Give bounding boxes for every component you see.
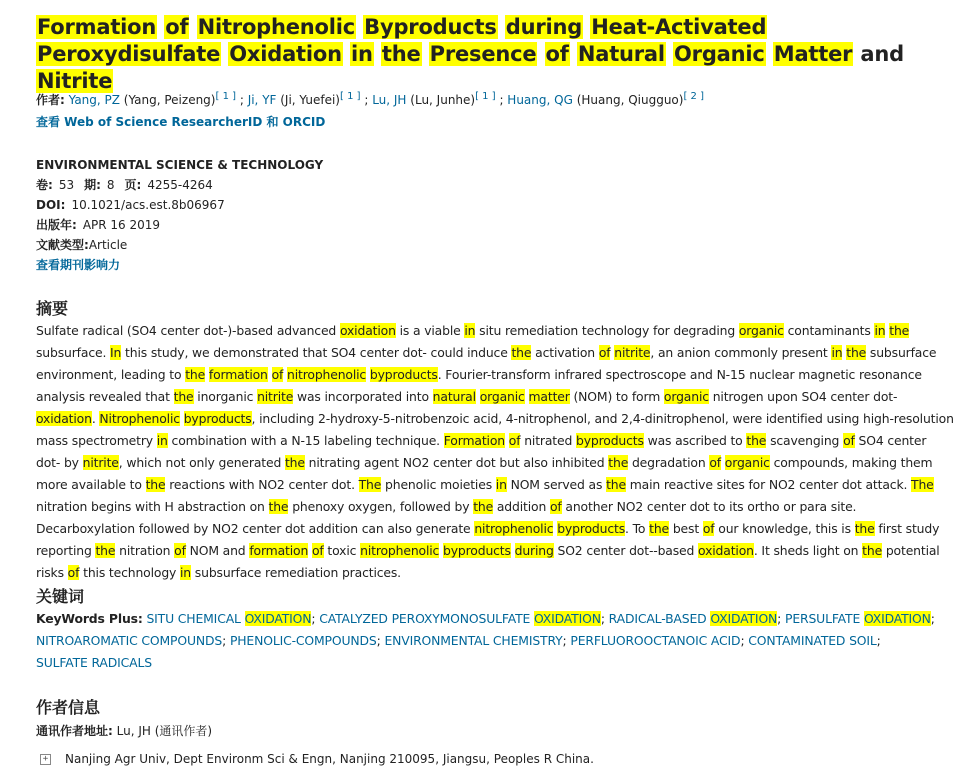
abstract-segment-text: nitration begins with H abstraction on (36, 499, 269, 514)
abstract-segment-highlight: of (311, 543, 324, 558)
pages-label: 页: (124, 178, 142, 192)
keyword-separator: ; (311, 611, 320, 626)
abstract-segment-highlight: oxidation (698, 543, 754, 558)
author-link[interactable]: Ji, YF (247, 93, 277, 107)
abstract-segment-highlight: byproducts (443, 543, 511, 558)
abstract-segment-highlight: organic (738, 323, 784, 338)
abstract-segment-text: nitrated (520, 433, 576, 448)
title-segment-text (570, 42, 577, 66)
abstract-segment-highlight: byproducts (183, 411, 252, 426)
abstract-segment-text: , which not only generated (118, 455, 285, 470)
volume-label: 卷: (36, 178, 53, 192)
keyword-text: PERFLUOROOCTANOIC ACID (570, 633, 741, 648)
abstract-segment-highlight: the (846, 345, 867, 360)
abstract-segment-text: subsurface environment, leading to (36, 345, 937, 382)
abstract-segment-highlight: the (608, 455, 629, 470)
abstract-segment-highlight: oxidation (36, 411, 92, 426)
abstract-heading: 摘要 (36, 299, 69, 318)
keyword-text: CATALYZED PEROXYMONOSULFATE (319, 611, 534, 626)
abstract-segment-highlight: formation (208, 367, 268, 382)
keyword-highlight: OXIDATION (244, 611, 312, 626)
keyword-text: SULFATE RADICALS (36, 655, 152, 670)
abstract-segment-highlight: the (889, 323, 910, 338)
abstract-segment-highlight: of (67, 565, 80, 580)
title-segment-highlight: during (505, 15, 583, 39)
researcher-id-link[interactable]: 查看 Web of Science ResearcherID 和 ORCID (36, 115, 326, 129)
author-link[interactable]: Huang, QG (507, 93, 573, 107)
abstract-segment-text: . It sheds light on (753, 543, 863, 558)
issue-value: 8 (106, 178, 115, 192)
title-segment-highlight: Organic (674, 42, 765, 66)
abstract-segment-text: was ascribed to (643, 433, 747, 448)
journal-name: ENVIRONMENTAL SCIENCE & TECHNOLOGY (36, 158, 324, 172)
abstract-segment-highlight: of (271, 367, 284, 382)
title-segment-highlight: Nitrophenolic (197, 15, 356, 39)
abstract-segment-text: Sulfate radical (SO4 center dot-)-based advanced (36, 323, 340, 338)
doc-type-label: 文献类型: (36, 238, 89, 252)
authors-line (36, 88, 704, 109)
abstract-segment-highlight: In (110, 345, 122, 360)
abstract-segment-text: compounds, making them more available to (36, 455, 933, 492)
title-segment-text (343, 42, 350, 66)
abstract-segment-highlight: natural (432, 389, 476, 404)
article-title (36, 14, 956, 95)
publication-meta (36, 155, 323, 275)
abstract-segment-text: nitration (115, 543, 175, 558)
title-segment-text (422, 42, 429, 66)
abstract-segment-highlight: The (911, 477, 934, 492)
abstract-segment-text: phenolic moieties (381, 477, 496, 492)
keyword-text: PERSULFATE (785, 611, 864, 626)
title-segment-highlight: the (381, 42, 421, 66)
keyword-highlight: OXIDATION (863, 611, 931, 626)
abstract-segment-text: , including 2-hydroxy-5-nitrobenzoic acid, 4-nitrophenol, and 2,4-dinitrophenol, were identified using high-resolution mass spectrometry (36, 411, 954, 448)
abstract-segment-highlight: oxidation (339, 323, 396, 338)
abstract-segment-text: activation (531, 345, 599, 360)
abstract-segment-text: main reactive sites for NO2 center dot attack. (625, 477, 912, 492)
author-info-heading: 作者信息 (36, 698, 101, 717)
corresponding-value: Lu, JH (通讯作者) (116, 724, 213, 738)
title-segment-text (374, 42, 381, 66)
abstract-segment-highlight: the (284, 455, 305, 470)
abstract-segment-highlight: Formation (443, 433, 505, 448)
abstract-segment-highlight: the (473, 499, 494, 514)
keyword-separator: ; (930, 611, 935, 626)
keyword-link[interactable] (36, 633, 222, 648)
keyword-link[interactable] (384, 633, 562, 648)
abstract-segment-text: NOM served as (506, 477, 607, 492)
corresponding-address (36, 721, 212, 741)
keyword-text: PHENOLIC-COMPOUNDS (229, 633, 377, 648)
institution-row (40, 749, 594, 769)
abstract-segment-highlight: the (95, 543, 116, 558)
abstract-segment-highlight: Nitrophenolic (99, 411, 180, 426)
abstract-segment-highlight: during (514, 543, 554, 558)
keyword-link[interactable] (36, 655, 152, 670)
title-segment-highlight: of (545, 42, 569, 66)
author-link[interactable]: Yang, PZ (68, 93, 120, 107)
keyword-link[interactable] (230, 633, 377, 648)
abstract-segment-text: was incorporated into (293, 389, 433, 404)
abstract-segment-text: contaminants (783, 323, 875, 338)
title-segment-highlight: Peroxydisulfate (37, 42, 221, 66)
title-segment-highlight: Byproducts (364, 15, 497, 39)
abstract-segment-highlight: The (358, 477, 382, 492)
abstract-segment-highlight: the (185, 367, 206, 382)
abstract-segment-highlight: of (843, 433, 855, 448)
abstract-segment-highlight: the (862, 543, 883, 558)
abstract-segment-highlight: of (549, 499, 562, 514)
title-segment-highlight: Matter (773, 42, 853, 66)
abstract-segment-highlight: of (174, 543, 186, 558)
abstract-segment-text (268, 367, 272, 382)
abstract-segment-highlight: nitrophenolic (474, 521, 554, 536)
abstract-segment-highlight: in (156, 433, 168, 448)
issue-label: 期: (84, 178, 101, 192)
title-segment-text (537, 42, 544, 66)
abstract-segment-text: subsurface remediation practices. (191, 565, 401, 580)
abstract-segment-text: combination with a N-15 labeling technique. (167, 433, 444, 448)
author-list (69, 93, 704, 107)
keyword-link[interactable] (570, 633, 740, 648)
abstract-segment-text: is a viable (395, 323, 465, 338)
keyword-text: CONTAMINATED SOIL (748, 633, 877, 648)
title-segment-highlight: Presence (429, 42, 537, 66)
abstract-segment-highlight: matter (528, 389, 570, 404)
author-affiliation-ref[interactable]: [ 2 ] (683, 91, 704, 102)
abstract-segment-text: nitrating agent NO2 center dot but also inhibited (304, 455, 609, 470)
abstract-segment-text: scavenging (766, 433, 844, 448)
volume-issue-pages (36, 175, 323, 195)
abstract-segment-text: first study reporting (36, 521, 940, 558)
keyword-link[interactable] (146, 611, 311, 626)
abstract-segment-highlight: the (854, 521, 875, 536)
abstract-segment-highlight: in (180, 565, 192, 580)
abstract-segment-text: SO4 center dot- by (36, 433, 927, 470)
abstract-segment-highlight: nitrophenolic (287, 367, 367, 382)
publish-date-label: 出版年: (36, 218, 77, 232)
abstract-segment-text: inorganic (193, 389, 258, 404)
keyword-separator: ; (777, 611, 785, 626)
doc-type-value: Article (88, 238, 128, 252)
doi-label: DOI: (36, 198, 66, 212)
abstract-segment-highlight: formation (249, 543, 309, 558)
abstract-segment-text: addition (493, 499, 550, 514)
abstract-segment-text: . (91, 411, 100, 426)
authors-label: 作者: (36, 93, 65, 107)
title-segment-highlight: of (165, 15, 189, 39)
keywords-plus-label: KeyWords Plus: (36, 611, 143, 626)
abstract-segment-text: this study, we demonstrated that SO4 center dot- could induce (121, 345, 512, 360)
title-segment-text: and (853, 42, 904, 66)
abstract-segment-text: best (669, 521, 703, 536)
abstract-segment-highlight: nitrite (82, 455, 119, 470)
author-affiliation-ref[interactable]: [ 1 ] (475, 91, 496, 102)
abstract-segment-text: degradation (628, 455, 710, 470)
abstract-segment-highlight: of (709, 455, 721, 470)
doi-row (36, 195, 323, 215)
abstract-segment-highlight: in (464, 323, 476, 338)
keyword-separator: ; (222, 633, 230, 648)
author-fullname: (Huang, Qiugguo) (572, 93, 684, 107)
keyword-separator: ; (376, 633, 385, 648)
abstract-segment-text (525, 389, 529, 404)
author-affiliation-ref[interactable]: [ 1 ] (215, 91, 237, 102)
abstract-segment-text: , an anion commonly present (650, 345, 832, 360)
abstract-segment-highlight: of (508, 433, 521, 448)
abstract-segment-text: phenoxy oxygen, followed by (288, 499, 474, 514)
doc-type-row (36, 235, 323, 255)
abstract-segment-text: NOM and (185, 543, 250, 558)
keyword-text: NITROAROMATIC COMPOUNDS (36, 633, 223, 648)
abstract-segment-text: (NOM) to form (569, 389, 664, 404)
keyword-link[interactable] (785, 611, 931, 626)
abstract-segment-highlight: the (511, 345, 532, 360)
abstract-segment-highlight: byproducts (369, 367, 438, 382)
abstract-segment-text: potential risks (36, 543, 940, 580)
title-segment-highlight: in (351, 42, 373, 66)
keyword-separator: ; (562, 633, 571, 648)
abstract-segment-highlight: nitrite (257, 389, 294, 404)
keyword-highlight: OXIDATION (710, 611, 778, 626)
keyword-link[interactable] (609, 611, 778, 626)
title-segment-highlight: Heat-Activated (591, 15, 767, 39)
abstract-segment-highlight: the (606, 477, 626, 492)
abstract-segment-highlight: of (598, 345, 611, 360)
keyword-highlight: OXIDATION (533, 611, 601, 626)
abstract-segment-text: nitrogen upon SO4 center dot- (708, 389, 898, 404)
keyword-text: SITU CHEMICAL (146, 611, 245, 626)
journal-impact-link[interactable]: 查看期刊影响力 (36, 258, 121, 272)
abstract-segment-highlight: byproducts (557, 521, 626, 536)
author-fullname: (Lu, Junhe) (406, 93, 476, 107)
abstract-segment-text: our knowledge, this is (714, 521, 855, 536)
title-segment-text (498, 15, 505, 39)
author-separator: ; (236, 93, 248, 107)
title-segment-text (766, 42, 773, 66)
keyword-text: ENVIRONMENTAL CHEMISTRY (384, 633, 563, 648)
author-link[interactable]: Lu, JH (372, 93, 407, 107)
keyword-separator: ; (876, 633, 881, 648)
volume-value: 53 (58, 178, 75, 192)
author-separator: ; (495, 93, 508, 107)
title-segment-highlight: Natural (577, 42, 665, 66)
abstract-segment-highlight: the (649, 521, 670, 536)
title-segment-text (189, 15, 196, 39)
abstract-segment-text: . To (625, 521, 650, 536)
abstract-segment-highlight: organic (663, 389, 709, 404)
keyword-separator: ; (740, 633, 749, 648)
author-separator: ; (360, 93, 373, 107)
keywords-list (36, 611, 935, 670)
author-affiliation-ref[interactable]: [ 1 ] (339, 91, 361, 102)
abstract-segment-highlight: byproducts (576, 433, 644, 448)
author-fullname: (Yang, Peizeng) (119, 93, 216, 107)
doi-value: 10.1021/acs.est.8b06967 (71, 198, 225, 212)
title-segment-text (666, 42, 673, 66)
keyword-text: RADICAL-BASED (608, 611, 711, 626)
abstract-segment-text: SO2 center dot--based (553, 543, 699, 558)
institution-address: Nanjing Agr Univ, Dept Environm Sci & Engn, Nanjing 210095, Jiangsu, Peoples R China. (65, 752, 594, 766)
author-fullname: (Ji, Yuefei) (276, 93, 340, 107)
pages-value: 4255-4264 (147, 178, 213, 192)
keyword-link[interactable] (748, 633, 876, 648)
abstract-segment-highlight: in (831, 345, 843, 360)
keywords-heading: 关键词 (36, 587, 85, 606)
keyword-link[interactable] (319, 611, 601, 626)
abstract-segment-text: situ remediation technology for degrading (475, 323, 739, 338)
abstract-segment-highlight: in (874, 323, 886, 338)
abstract-segment-text: subsurface. (36, 345, 111, 360)
abstract-segment-text: this technology (79, 565, 181, 580)
keywords-plus (36, 608, 936, 674)
title-segment-highlight: Nitrite (37, 69, 113, 93)
abstract-segment-highlight: the (268, 499, 289, 514)
abstract-segment-text: . Fourier-transform infrared spectroscope and N-15 nuclear magnetic resonance analysis revealed that (36, 367, 922, 404)
abstract-segment-highlight: in (495, 477, 507, 492)
publish-date-row (36, 215, 323, 235)
abstract-segment-highlight: of (702, 521, 715, 536)
corresponding-label: 通讯作者地址: (36, 724, 113, 738)
abstract-segment-highlight: the (145, 477, 166, 492)
abstract-segment-text: reactions with NO2 center dot. (165, 477, 359, 492)
abstract-segment-highlight: the (746, 433, 767, 448)
expand-icon[interactable]: + (40, 754, 51, 765)
abstract-segment-text: another NO2 center dot to its ortho or para site. Decarboxylation followed by NO2 center dot addition can also generate (36, 499, 857, 536)
title-segment-highlight: Formation (37, 15, 157, 39)
keyword-separator: ; (600, 611, 609, 626)
abstract-segment-highlight: organic (479, 389, 525, 404)
abstract-segment-highlight: the (173, 389, 194, 404)
abstract-text (36, 320, 954, 584)
title-segment-highlight: Oxidation (229, 42, 342, 66)
abstract-segment-highlight: nitrophenolic (360, 543, 440, 558)
publish-date-value: APR 16 2019 (82, 218, 161, 232)
abstract-segment-highlight: organic (724, 455, 770, 470)
abstract-segment-highlight: nitrite (614, 345, 651, 360)
abstract-segment-text: toxic (323, 543, 361, 558)
